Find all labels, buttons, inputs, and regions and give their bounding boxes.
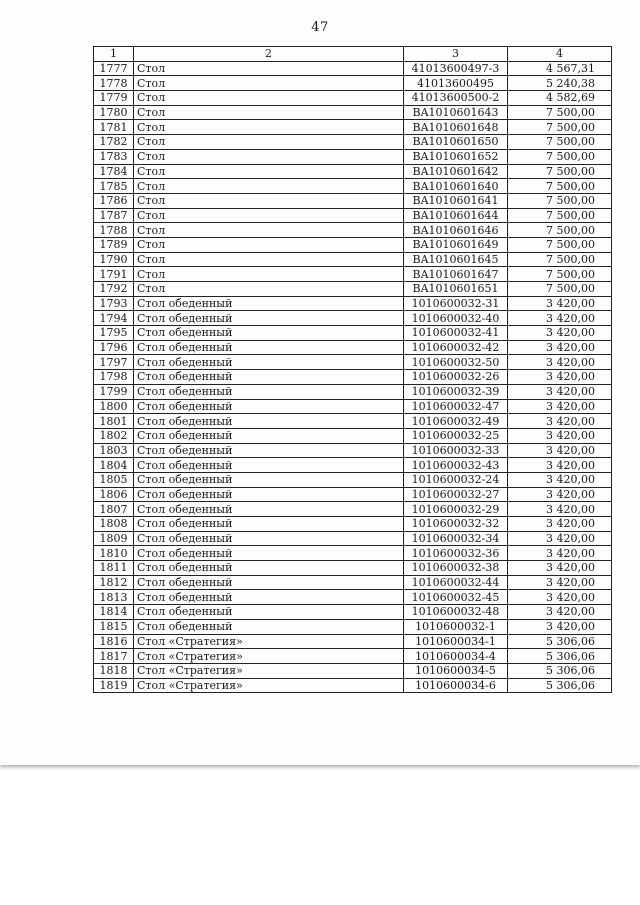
column-header: 2 — [134, 47, 404, 62]
row-number-cell: 1781 — [94, 120, 134, 135]
inventory-code-cell: 1010600032-41 — [404, 326, 508, 341]
inventory-code-cell: BA1010601650 — [404, 135, 508, 150]
item-name-cell: Стол — [134, 105, 404, 120]
table-row — [94, 619, 612, 634]
inventory-code-cell: 1010600032-1 — [404, 619, 508, 634]
inventory-code-cell: 1010600032-39 — [404, 384, 508, 399]
table-row — [94, 634, 612, 649]
inventory-code-cell: 1010600032-43 — [404, 458, 508, 473]
row-number-cell: 1803 — [94, 443, 134, 458]
inventory-code-cell: 1010600032-42 — [404, 340, 508, 355]
item-name-cell: Стол — [134, 223, 404, 238]
price-cell: 3 420,00 — [508, 517, 612, 532]
inventory-code-cell: 1010600032-49 — [404, 414, 508, 429]
price-cell: 3 420,00 — [508, 428, 612, 443]
item-name-cell: Стол — [134, 252, 404, 267]
price-cell: 3 420,00 — [508, 355, 612, 370]
column-header: 4 — [508, 47, 612, 62]
row-number-cell: 1790 — [94, 252, 134, 267]
row-number-cell: 1809 — [94, 531, 134, 546]
row-number-cell: 1802 — [94, 428, 134, 443]
price-cell: 5 306,06 — [508, 634, 612, 649]
item-name-cell: Стол обеденный — [134, 458, 404, 473]
price-cell: 5 306,06 — [508, 649, 612, 664]
price-cell: 7 500,00 — [508, 135, 612, 150]
row-number-cell: 1818 — [94, 663, 134, 678]
price-cell: 4 582,69 — [508, 91, 612, 106]
inventory-code-cell: BA1010601647 — [404, 267, 508, 282]
inventory-code-cell: 41013600495 — [404, 76, 508, 91]
inventory-code-cell: BA1010601643 — [404, 105, 508, 120]
table-row — [94, 605, 612, 620]
row-number-cell: 1805 — [94, 472, 134, 487]
row-number-cell: 1792 — [94, 282, 134, 297]
item-name-cell: Стол — [134, 76, 404, 91]
inventory-table — [93, 46, 612, 693]
row-number-cell: 1813 — [94, 590, 134, 605]
table-row — [94, 179, 612, 194]
item-name-cell: Стол обеденный — [134, 414, 404, 429]
item-name-cell: Стол обеденный — [134, 590, 404, 605]
row-number-cell: 1808 — [94, 517, 134, 532]
price-cell: 3 420,00 — [508, 531, 612, 546]
inventory-code-cell: 1010600032-36 — [404, 546, 508, 561]
price-cell: 3 420,00 — [508, 340, 612, 355]
row-number-cell: 1804 — [94, 458, 134, 473]
item-name-cell: Стол — [134, 91, 404, 106]
price-cell: 3 420,00 — [508, 487, 612, 502]
price-cell: 3 420,00 — [508, 590, 612, 605]
inventory-code-cell: BA1010601648 — [404, 120, 508, 135]
table-row — [94, 649, 612, 664]
row-number-cell: 1800 — [94, 399, 134, 414]
table-row — [94, 193, 612, 208]
item-name-cell: Стол — [134, 282, 404, 297]
price-cell: 3 420,00 — [508, 443, 612, 458]
table-row — [94, 237, 612, 252]
table-row — [94, 370, 612, 385]
price-cell: 7 500,00 — [508, 105, 612, 120]
table-row — [94, 502, 612, 517]
table-row — [94, 428, 612, 443]
price-cell: 7 500,00 — [508, 208, 612, 223]
price-cell: 3 420,00 — [508, 458, 612, 473]
row-number-cell: 1784 — [94, 164, 134, 179]
table-row — [94, 296, 612, 311]
inventory-code-cell: 41013600497-3 — [404, 61, 508, 76]
inventory-code-cell: BA1010601646 — [404, 223, 508, 238]
inventory-code-cell: 1010600032-44 — [404, 575, 508, 590]
table-row — [94, 340, 612, 355]
price-cell: 7 500,00 — [508, 193, 612, 208]
row-number-cell: 1797 — [94, 355, 134, 370]
row-number-cell: 1780 — [94, 105, 134, 120]
price-cell: 7 500,00 — [508, 252, 612, 267]
inventory-code-cell: 1010600034-5 — [404, 663, 508, 678]
row-number-cell: 1788 — [94, 223, 134, 238]
price-cell: 3 420,00 — [508, 619, 612, 634]
table-row — [94, 443, 612, 458]
table-row — [94, 487, 612, 502]
table-row — [94, 458, 612, 473]
row-number-cell: 1785 — [94, 179, 134, 194]
inventory-code-cell: 1010600032-29 — [404, 502, 508, 517]
row-number-cell: 1791 — [94, 267, 134, 282]
table-header-row — [94, 47, 612, 62]
item-name-cell: Стол «Стратегия» — [134, 663, 404, 678]
item-name-cell: Стол обеденный — [134, 428, 404, 443]
column-header: 1 — [94, 47, 134, 62]
table-row — [94, 120, 612, 135]
item-name-cell: Стол обеденный — [134, 502, 404, 517]
table-row — [94, 149, 612, 164]
price-cell: 3 420,00 — [508, 605, 612, 620]
table-row — [94, 531, 612, 546]
inventory-code-cell: BA1010601641 — [404, 193, 508, 208]
price-cell: 3 420,00 — [508, 296, 612, 311]
table-row — [94, 311, 612, 326]
row-number-cell: 1799 — [94, 384, 134, 399]
inventory-code-cell: 1010600034-1 — [404, 634, 508, 649]
item-name-cell: Стол обеденный — [134, 487, 404, 502]
item-name-cell: Стол обеденный — [134, 355, 404, 370]
table-row — [94, 105, 612, 120]
table-row — [94, 267, 612, 282]
row-number-cell: 1787 — [94, 208, 134, 223]
price-cell: 7 500,00 — [508, 282, 612, 297]
item-name-cell: Стол обеденный — [134, 531, 404, 546]
item-name-cell: Стол обеденный — [134, 472, 404, 487]
price-cell: 4 567,31 — [508, 61, 612, 76]
inventory-code-cell: 1010600032-31 — [404, 296, 508, 311]
row-number-cell: 1779 — [94, 91, 134, 106]
inventory-code-cell: 1010600032-27 — [404, 487, 508, 502]
item-name-cell: Стол обеденный — [134, 561, 404, 576]
item-name-cell: Стол обеденный — [134, 399, 404, 414]
row-number-cell: 1811 — [94, 561, 134, 576]
table-row — [94, 399, 612, 414]
price-cell: 7 500,00 — [508, 164, 612, 179]
inventory-code-cell: 1010600032-48 — [404, 605, 508, 620]
price-cell: 3 420,00 — [508, 546, 612, 561]
table-body — [94, 61, 612, 693]
row-number-cell: 1794 — [94, 311, 134, 326]
row-number-cell: 1807 — [94, 502, 134, 517]
price-cell: 3 420,00 — [508, 384, 612, 399]
item-name-cell: Стол обеденный — [134, 370, 404, 385]
item-name-cell: Стол обеденный — [134, 296, 404, 311]
item-name-cell: Стол — [134, 164, 404, 179]
price-cell: 3 420,00 — [508, 575, 612, 590]
inventory-code-cell: BA1010601651 — [404, 282, 508, 297]
inventory-code-cell: 1010600032-33 — [404, 443, 508, 458]
price-cell: 3 420,00 — [508, 399, 612, 414]
inventory-code-cell: BA1010601642 — [404, 164, 508, 179]
row-number-cell: 1786 — [94, 193, 134, 208]
table-row — [94, 663, 612, 678]
page-number: 47 — [311, 20, 329, 35]
inventory-code-cell: BA1010601652 — [404, 149, 508, 164]
item-name-cell: Стол — [134, 135, 404, 150]
price-cell: 5 306,06 — [508, 678, 612, 693]
price-cell: 7 500,00 — [508, 120, 612, 135]
row-number-cell: 1796 — [94, 340, 134, 355]
price-cell: 3 420,00 — [508, 472, 612, 487]
item-name-cell: Стол обеденный — [134, 517, 404, 532]
item-name-cell: Стол обеденный — [134, 546, 404, 561]
row-number-cell: 1814 — [94, 605, 134, 620]
table-row — [94, 252, 612, 267]
inventory-code-cell: 1010600034-6 — [404, 678, 508, 693]
table-row — [94, 590, 612, 605]
inventory-code-cell: 1010600032-24 — [404, 472, 508, 487]
item-name-cell: Стол обеденный — [134, 326, 404, 341]
table-row — [94, 561, 612, 576]
inventory-code-cell: 1010600032-25 — [404, 428, 508, 443]
inventory-code-cell: 1010600032-26 — [404, 370, 508, 385]
row-number-cell: 1817 — [94, 649, 134, 664]
row-number-cell: 1789 — [94, 237, 134, 252]
table-row — [94, 223, 612, 238]
row-number-cell: 1795 — [94, 326, 134, 341]
row-number-cell: 1793 — [94, 296, 134, 311]
item-name-cell: Стол — [134, 120, 404, 135]
price-cell: 5 306,06 — [508, 663, 612, 678]
item-name-cell: Стол «Стратегия» — [134, 649, 404, 664]
table-row — [94, 208, 612, 223]
item-name-cell: Стол обеденный — [134, 575, 404, 590]
price-cell: 3 420,00 — [508, 502, 612, 517]
item-name-cell: Стол — [134, 267, 404, 282]
inventory-code-cell: 1010600032-38 — [404, 561, 508, 576]
row-number-cell: 1816 — [94, 634, 134, 649]
price-cell: 7 500,00 — [508, 223, 612, 238]
table-row — [94, 414, 612, 429]
inventory-code-cell: BA1010601649 — [404, 237, 508, 252]
item-name-cell: Стол — [134, 193, 404, 208]
table-row — [94, 76, 612, 91]
price-cell: 3 420,00 — [508, 326, 612, 341]
item-name-cell: Стол — [134, 149, 404, 164]
item-name-cell: Стол «Стратегия» — [134, 634, 404, 649]
item-name-cell: Стол обеденный — [134, 340, 404, 355]
inventory-code-cell: BA1010601644 — [404, 208, 508, 223]
item-name-cell: Стол — [134, 61, 404, 76]
table-row — [94, 546, 612, 561]
inventory-code-cell: BA1010601640 — [404, 179, 508, 194]
inventory-code-cell: 1010600032-50 — [404, 355, 508, 370]
price-cell: 7 500,00 — [508, 179, 612, 194]
inventory-code-cell: 1010600034-4 — [404, 649, 508, 664]
row-number-cell: 1801 — [94, 414, 134, 429]
row-number-cell: 1819 — [94, 678, 134, 693]
item-name-cell: Стол обеденный — [134, 605, 404, 620]
item-name-cell: Стол — [134, 237, 404, 252]
table-row — [94, 575, 612, 590]
row-number-cell: 1798 — [94, 370, 134, 385]
inventory-code-cell: BA1010601645 — [404, 252, 508, 267]
table-row — [94, 678, 612, 693]
inventory-code-cell: 1010600032-34 — [404, 531, 508, 546]
inventory-code-cell: 1010600032-32 — [404, 517, 508, 532]
row-number-cell: 1778 — [94, 76, 134, 91]
item-name-cell: Стол — [134, 179, 404, 194]
price-cell: 3 420,00 — [508, 370, 612, 385]
inventory-code-cell: 1010600032-47 — [404, 399, 508, 414]
table-row — [94, 355, 612, 370]
item-name-cell: Стол обеденный — [134, 619, 404, 634]
table-row — [94, 282, 612, 297]
column-header: 3 — [404, 47, 508, 62]
price-cell: 7 500,00 — [508, 267, 612, 282]
inventory-code-cell: 41013600500-2 — [404, 91, 508, 106]
table-row — [94, 61, 612, 76]
item-name-cell: Стол обеденный — [134, 384, 404, 399]
row-number-cell: 1815 — [94, 619, 134, 634]
price-cell: 7 500,00 — [508, 149, 612, 164]
table-row — [94, 91, 612, 106]
price-cell: 3 420,00 — [508, 414, 612, 429]
row-number-cell: 1810 — [94, 546, 134, 561]
price-cell: 3 420,00 — [508, 311, 612, 326]
table-row — [94, 517, 612, 532]
row-number-cell: 1777 — [94, 61, 134, 76]
table-row — [94, 164, 612, 179]
price-cell: 7 500,00 — [508, 237, 612, 252]
table-row — [94, 472, 612, 487]
table-row — [94, 326, 612, 341]
item-name-cell: Стол обеденный — [134, 443, 404, 458]
price-cell: 3 420,00 — [508, 561, 612, 576]
row-number-cell: 1806 — [94, 487, 134, 502]
inventory-code-cell: 1010600032-45 — [404, 590, 508, 605]
row-number-cell: 1812 — [94, 575, 134, 590]
table-row — [94, 384, 612, 399]
row-number-cell: 1782 — [94, 135, 134, 150]
item-name-cell: Стол «Стратегия» — [134, 678, 404, 693]
item-name-cell: Стол — [134, 208, 404, 223]
price-cell: 5 240,38 — [508, 76, 612, 91]
inventory-code-cell: 1010600032-40 — [404, 311, 508, 326]
row-number-cell: 1783 — [94, 149, 134, 164]
table-row — [94, 135, 612, 150]
item-name-cell: Стол обеденный — [134, 311, 404, 326]
